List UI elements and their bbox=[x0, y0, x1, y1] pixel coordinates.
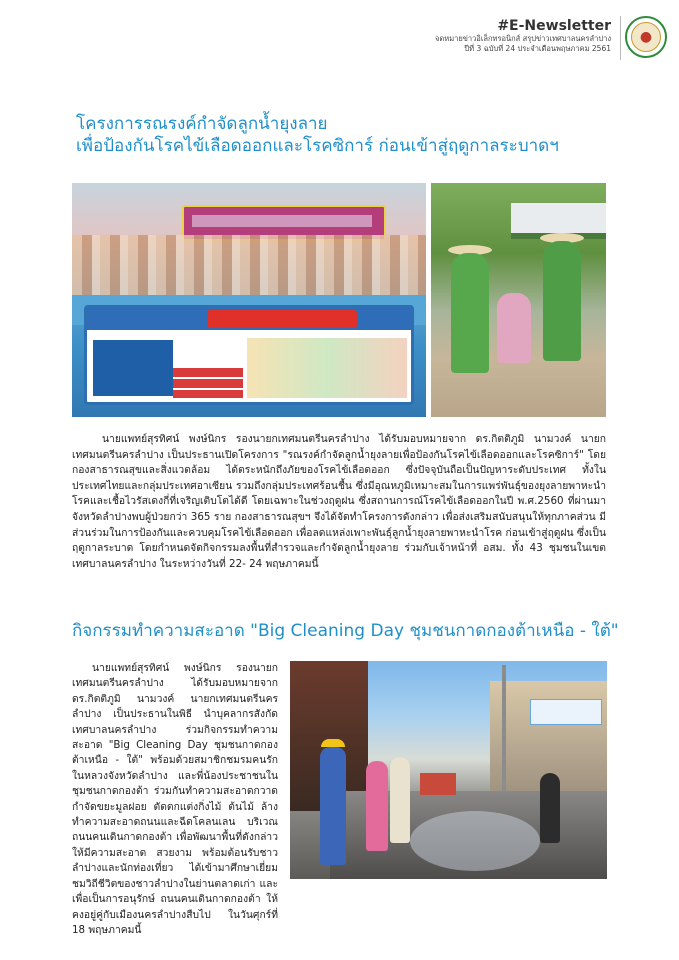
newsletter-title: #E-Newsletter bbox=[497, 18, 611, 34]
photo-pole bbox=[502, 665, 506, 795]
photo-person-sweeping bbox=[540, 773, 560, 843]
group-photo bbox=[72, 183, 426, 417]
section2-title: กิจกรรมทำความสะอาด "Big Cleaning Day ชุมชนกาดกองต้าเหนือ - ใต้" bbox=[72, 621, 619, 641]
section2-paragraph: นายแพทย์สุรทิศน์ พงษ์นิกร รองนายกเทศมนตรีนครลำปาง ได้รับมอบหมายจาก ดร.กิตติภูมิ นามวงค์ นายกเทศมนตรีนครลำปาง เป็นประธานในพิธี นำบุคลากรสังกัดเทศบาลนครลำปาง ร่วมกิจกรรมทำความสะอาด "Big Cleaning Day ชุมชนกาดกองต้าเหนือ - ใต้" พร้อมด้วยสมาชิกชมรมคนรักในหลวงจังหวัดลำปาง และพี่น้องประชาชนในชุมชนกาดกองต้า ร่วมกันทำความสะอาดกวาดกำจัดขยะมูลฝอย ตัดตกแต่งกิ่งไม้ ต้นไม้ ล้างทำความสะอาดถนนและฉีดโคลนเลน บริเวณถนนคนเดินกาดกองต้า เพื่อพัฒนาพื้นที่ดังกล่าว ให้มีความสะอาด สวยงาม พร้อมต้อนรับชาวลำปางและนักท่องเที่ยว ได้เข้ามาศึกษาเยี่ยมชมวิถีชีวิตของชาวลำปางในย่านตลาดเก่า และเพื่อเป็นการอนุรักษ์ ถนนคนเดินกาดกองต้า ให้คงอยู่คู่กับเมืองนครลำปางสืบไป ในวันศุกร์ที่ 18 พฤษภาคมนี้ bbox=[72, 662, 278, 936]
home-visit-photo bbox=[431, 183, 606, 417]
header-divider bbox=[620, 16, 621, 60]
section1-title-line1: โครงการรณรงค์กำจัดลูกน้ำยุงลาย bbox=[76, 114, 328, 134]
issue-info: ปีที่ 3 ฉบับที่ 24 ประจำเดือนพฤษภาคม 2561 bbox=[464, 44, 611, 53]
photo-wet-road bbox=[410, 811, 540, 871]
campaign-banner bbox=[84, 305, 414, 405]
section1-title-line2: เพื่อป้องกันโรคไข้เลือดออกและโรคซิการ์ ก่อนเข้าสู่ฤดูกาลระบาดฯ bbox=[76, 136, 559, 156]
photo-elderly-woman bbox=[497, 293, 531, 363]
header-subtitle: จดหมายข่าวอิเล็กทรอนิกส์ สรุปข่าวเทศบาลนครลำปาง bbox=[435, 34, 611, 43]
photo-tent bbox=[511, 203, 606, 233]
photo-truck bbox=[420, 773, 456, 795]
section1-title bbox=[76, 113, 636, 157]
photo-person-pink bbox=[366, 761, 388, 851]
section1-paragraph: นายแพทย์สุรทิศน์ พงษ์นิกร รองนายกเทศมนตรีนครลำปาง ได้รับมอบหมายจาก ดร.กิตติภูมิ นามวงค์ นายกเทศมนตรีนครลำปาง เป็นประธานเปิดโครงการ "รณรงค์กำจัดลูกน้ำยุงลายเพื่อป้องกันโรคไข้เลือดออกและโรคซิการ์" โดยกองสาธารณสุขและสิ่งแวดล้อม ได้ตระหนักถึงภัยของโรคไข้เลือดออก ซึ่งปัจจุบันถือเป็นปัญหาระดับประเทศ ทั้งในประเทศไทยและกลุ่มประเทศอาเซียน รวมถึงกลุ่มประเทศร้อนชื้น ซึ่งมีอุณหภูมิเหมาะสมในการแพร่พันธุ์ของยุงลายพาหะนำโรคและเชื้อไวรัสเดงกี่ที่เจริญเติบโตได้ดี โดยเฉพาะในช่วงฤดูฝน ซึ่งสถานการณ์โรคไข้เลือดออกในปี พ.ศ.2560 ที่ผ่านมา จังหวัดลำปางพบผู้ป่วยกว่า 365 ราย กองสาธารณสุขฯ จึงได้จัดทำโครงการดังกล่าว เพื่อส่งเสริมสนับสนุนให้ทุกภาคส่วน มีส่วนร่วมในการป้องกันและควบคุมโรคไข้เลือดออก เพื่อลดแหล่งเพาะพันธุ์ลูกน้ำยุงลายพาหะนำโรค ก่อนเข้าสู่ฤดูฝน ซึ่งเป็นฤดูกาลระบาด โดยกำหนดจัดกิจกรรมลงพื้นที่สำรวจและกำจัดลูกน้ำยุงลาย ร่วมกับเจ้าหน้าที่ อสม. ทั้ง 43 ชุมชนในเขตเทศบาลนครลำปาง ในระหว่างวันที่ 22- 24 พฤษภาคมนี้ bbox=[72, 433, 606, 570]
rooster-seal-icon: ● bbox=[631, 22, 661, 52]
photo-person-left bbox=[451, 253, 489, 373]
photo-person-white bbox=[390, 757, 410, 843]
photo-person-right bbox=[543, 241, 581, 361]
header bbox=[435, 18, 611, 54]
photo-banner-sign bbox=[530, 699, 602, 725]
municipality-logo bbox=[625, 16, 667, 58]
cleaning-day-photo bbox=[290, 661, 607, 879]
photo-man-yellow-cap bbox=[320, 747, 346, 865]
